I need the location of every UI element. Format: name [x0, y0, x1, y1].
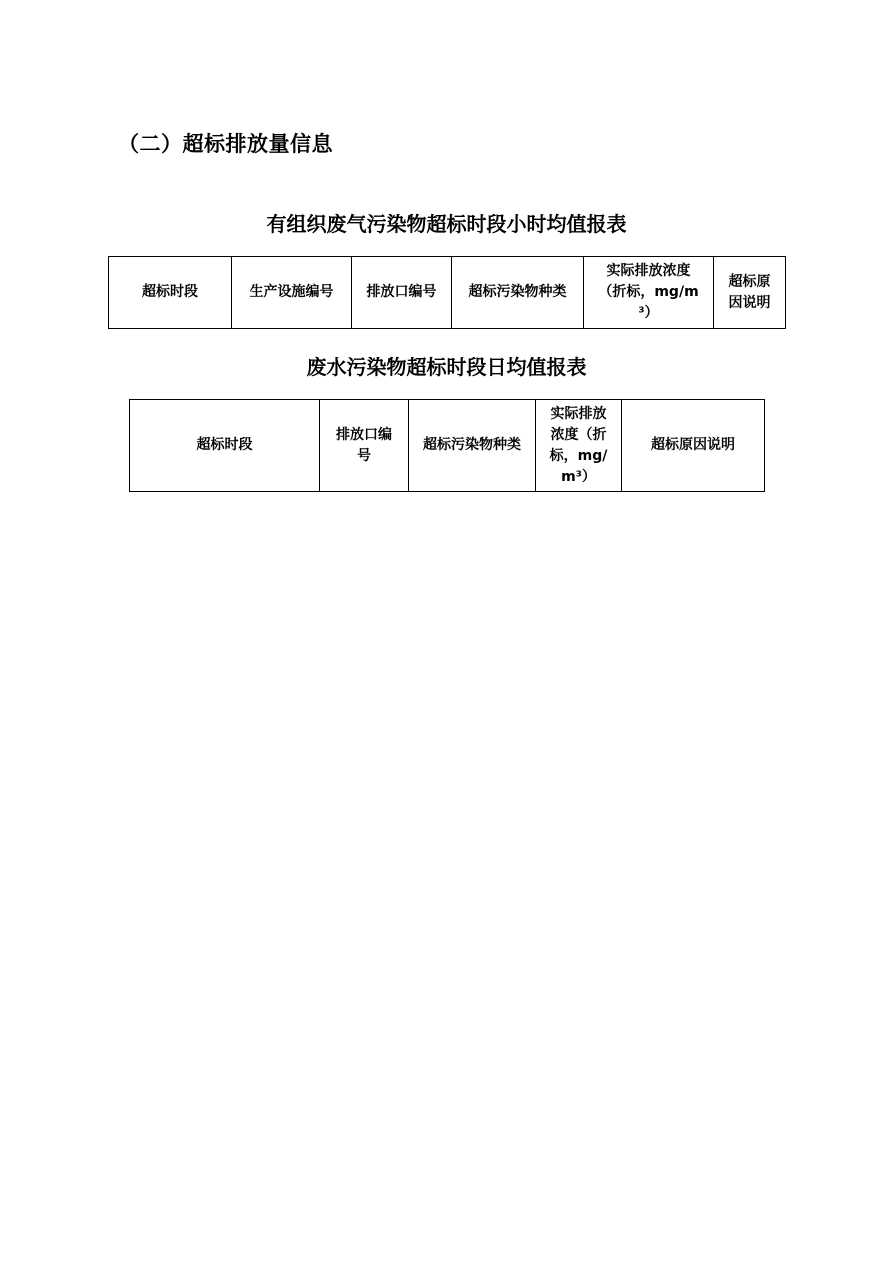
- air-pollutant-table-title: 有组织废气污染物超标时段小时均值报表: [266, 212, 627, 236]
- header-cell: 超标原因说明: [622, 400, 765, 492]
- header-cell: 排放口编号: [352, 257, 452, 329]
- header-cell: 生产设施编号: [232, 257, 352, 329]
- table-header-row: [130, 400, 765, 492]
- header-cell: 超标时段: [130, 400, 320, 492]
- header-cell: 超标时段: [109, 257, 232, 329]
- header-cell: 实际排放浓度（折标，mg/m³）: [536, 400, 622, 492]
- header-cell: 实际排放浓度（折标，mg/m³）: [584, 257, 714, 329]
- header-cell: 超标原因说明: [714, 257, 786, 329]
- air-pollutant-exceedance-table: [108, 256, 786, 329]
- table-header-row: [109, 257, 786, 329]
- section-heading: （二）超标排放量信息: [118, 132, 333, 156]
- wastewater-pollutant-exceedance-table: [129, 399, 765, 492]
- header-cell: 排放口编号: [320, 400, 409, 492]
- header-cell: 超标污染物种类: [452, 257, 584, 329]
- wastewater-pollutant-table-title: 废水污染物超标时段日均值报表: [306, 355, 587, 379]
- header-cell: 超标污染物种类: [409, 400, 536, 492]
